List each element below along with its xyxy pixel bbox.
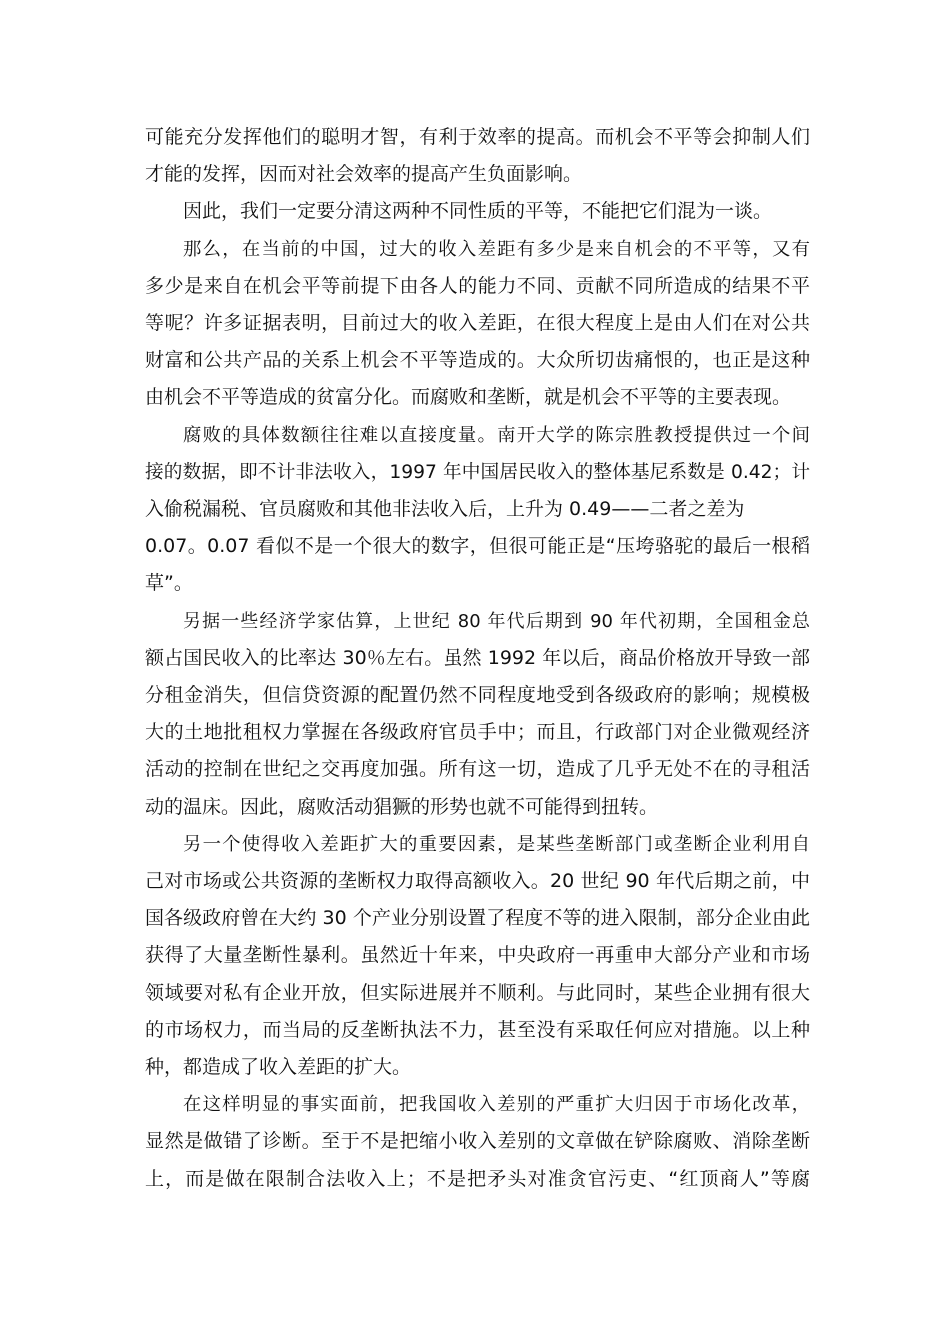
text-line: 在这样明显的事实面前，把我国收入差别的严重扩大归因于市场化改革，: [183, 1094, 810, 1116]
text-line: 国各级政府曾在大约 30 个产业分别设置了程度不等的进入限制，部分企业由此: [145, 907, 810, 930]
text-line: 可能充分发挥他们的聪明才智，有利于效率的提高。而机会不平等会抑制人们: [145, 126, 810, 148]
text-line: 0.07。0.07 看似不是一个很大的数字，但很可能正是“压垮骆驼的最后一根稻: [145, 535, 810, 558]
text-line: 由机会不平等造成的贫富分化。而腐败和垄断，就是机会不平等的主要表现。: [145, 386, 792, 409]
text-line: 活动的控制在世纪之交再度加强。所有这一切，造成了几乎无处不在的寻租活: [145, 758, 810, 781]
text-line: 上，而是做在限制合法收入上；不是把矛头对准贪官污吏、“红顶商人”等腐: [145, 1167, 810, 1190]
text-line: 那么，在当前的中国，过大的收入差距有多少是来自机会的不平等，又有: [183, 238, 810, 260]
text-line: 种，都造成了收入差距的扩大。: [145, 1056, 412, 1079]
text-line: 因此，我们一定要分清这两种不同性质的平等，不能把它们混为一谈。: [183, 200, 773, 223]
paragraph-4: [145, 417, 810, 603]
paragraph-2: [145, 193, 810, 230]
text-line: 大的土地批租权力掌握在各级政府官员手中；而且，行政部门对企业微观经济: [145, 721, 810, 744]
paragraph-7: [145, 1086, 810, 1198]
body-text: [145, 119, 810, 1198]
text-line: 接的数据，即不计非法收入，1997 年中国居民收入的整体基尼系数是 0.42；计: [145, 461, 810, 483]
text-line: 等呢？许多证据表明，目前过大的收入差距，在很大程度上是由人们在对公共: [145, 312, 810, 335]
text-line: 获得了大量垄断性暴利。虽然近十年来，中央政府一再重申大部分产业和市场: [145, 944, 810, 967]
text-line: 草”。: [145, 572, 193, 595]
paragraph-6: [145, 826, 810, 1086]
paragraph-5: [145, 603, 810, 826]
text-line: 另一个使得收入差距扩大的重要因素，是某些垄断部门或垄断企业利用自: [183, 833, 810, 855]
paragraph-3: [145, 231, 810, 417]
text-line: 入偷税漏税、官员腐败和其他非法收入后，上升为 0.49——二者之差为: [145, 498, 745, 521]
text-line: 的市场权力，而当局的反垄断执法不力，甚至没有采取任何应对措施。以上种: [145, 1018, 810, 1041]
text-line: 才能的发挥，因而对社会效率的提高产生负面影响。: [145, 163, 583, 186]
text-line: 显然是做错了诊断。至于不是把缩小收入差别的文章做在铲除腐败、消除垄断: [145, 1130, 810, 1153]
text-line: 领域要对私有企业开放，但实际进展并不顺利。与此同时，某些企业拥有很大: [145, 981, 810, 1004]
text-line: 财富和公共产品的关系上机会不平等造成的。大众所切齿痛恨的，也正是这种: [145, 349, 810, 372]
text-line: 动的温床。因此，腐败活动猖獗的形势也就不可能得到扭转。: [145, 795, 659, 818]
text-line: 分租金消失，但信贷资源的配置仍然不同程度地受到各级政府的影响；规模极: [145, 684, 810, 707]
text-line: 己对市场或公共资源的垄断权力取得高额收入。20 世纪 90 年代后期之前，中: [145, 870, 810, 893]
text-line: 额占国民收入的比率达 30％左右。虽然 1992 年以后，商品价格放开导致一部: [145, 646, 810, 669]
text-line: 腐败的具体数额往往难以直接度量。南开大学的陈宗胜教授提供过一个间: [183, 424, 810, 446]
paragraph-1: [145, 119, 810, 193]
text-line: 另据一些经济学家估算，上世纪 80 年代后期到 90 年代初期，全国租金总: [183, 610, 810, 632]
text-line: 多少是来自在机会平等前提下由各人的能力不同、贡献不同所造成的结果不平: [145, 274, 810, 297]
